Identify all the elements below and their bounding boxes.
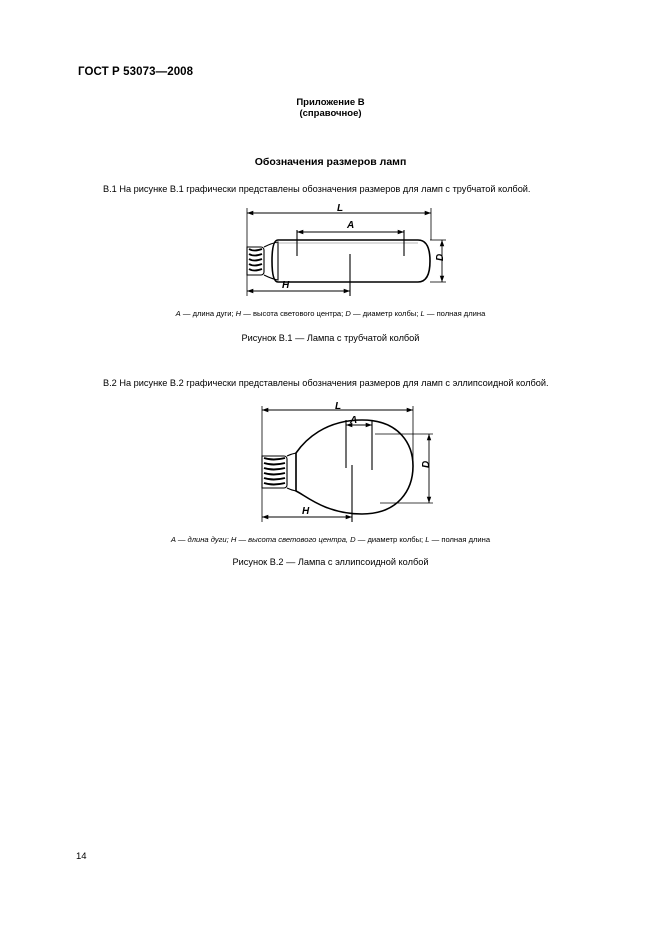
- caption-b1: Рисунок В.1 — Лампа с трубчатой колбой: [241, 333, 420, 343]
- legend-text-h: — высота светового центра,: [236, 535, 351, 544]
- ellipsoid-dimensions: [262, 410, 429, 517]
- legend-text-h: — высота светового центра;: [241, 309, 346, 318]
- section-title: Обозначения размеров ламп: [254, 156, 407, 168]
- legend-symbol-h: H: [230, 535, 237, 544]
- tubular-lamp-drawing: [247, 208, 446, 296]
- legend-b2: [0, 535, 661, 544]
- dim-label-L: L: [337, 203, 344, 214]
- annex-title: Приложение В: [296, 97, 365, 108]
- legend-symbol-l: L: [425, 535, 430, 544]
- document-code: ГОСТ Р 53073—2008: [78, 66, 194, 78]
- legend-text-l: — полная длина: [424, 309, 486, 318]
- legend-symbol-h: H: [235, 309, 242, 318]
- dim-label-D: D: [421, 460, 432, 468]
- dim-label-D: D: [435, 253, 446, 261]
- dim-label-A: A: [350, 415, 358, 426]
- legend-text-a: — длина дуги;: [175, 535, 231, 544]
- legend-symbol-d: D: [345, 309, 351, 318]
- dim-label-A: A: [347, 220, 355, 231]
- dim-label-H: H: [302, 506, 310, 517]
- legend-symbol-a: A: [175, 309, 181, 318]
- legend-text-l: — полная длина: [429, 535, 491, 544]
- page-number: 14: [76, 851, 87, 862]
- dim-label-L: L: [335, 401, 342, 412]
- legend-b1: [0, 309, 661, 318]
- legend-symbol-a: A: [170, 535, 176, 544]
- caption-b2: Рисунок В.2 — Лампа с эллипсоидной колбой: [232, 557, 429, 567]
- legend-symbol-d: D: [350, 535, 356, 544]
- annex-subtitle: (справочное): [299, 108, 362, 119]
- dim-label-H: H: [282, 280, 290, 291]
- ellipsoid-lamp-drawing: [262, 406, 433, 522]
- legend-text-a: — длина дуги;: [180, 309, 236, 318]
- tubular-dimensions: [247, 213, 442, 291]
- legend-text-d: — диаметр колбы;: [355, 535, 426, 544]
- paragraph-b2: В.2 На рисунке В.2 графически представлены обозначения размеров для ламп с эллипсоидной колбой.: [103, 378, 549, 388]
- legend-text-d: — диаметр колбы;: [350, 309, 421, 318]
- paragraph-b1: В.1 На рисунке В.1 графически представлены обозначения размеров для ламп с трубчатой колбой.: [103, 184, 531, 194]
- legend-symbol-l: L: [420, 309, 425, 318]
